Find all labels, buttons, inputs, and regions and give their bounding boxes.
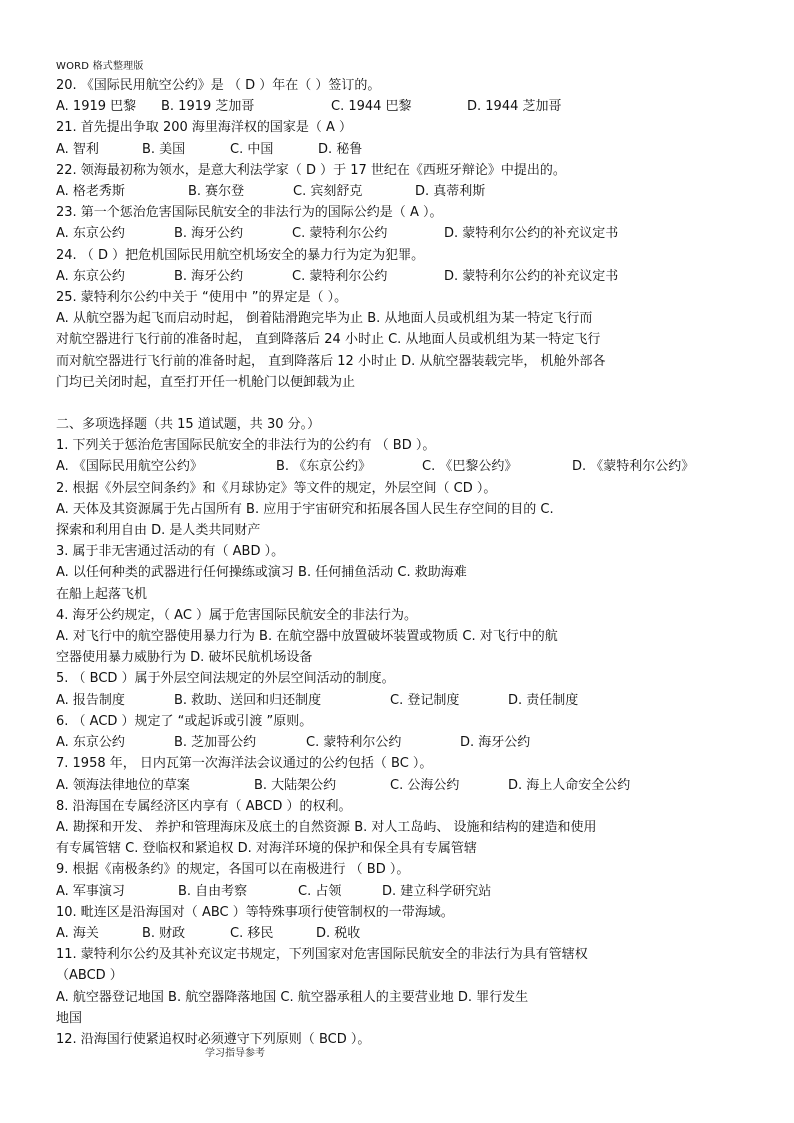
mq-2-stem: 2. 根据《外层空间条约》和《月球协定》等文件的规定，外层空间（ CD ）。 <box>56 480 497 496</box>
mq-10-stem: 10. 毗连区是沿海国对（ ABC ）等特殊事项行使管制权的一带海域。 <box>56 904 454 920</box>
option-a: A. 海关 <box>56 925 99 941</box>
option-c: C. 1944 巴黎 <box>331 99 412 115</box>
mq-6-options <box>56 732 740 753</box>
option-d: D. 蒙特利尔公约的补充议定书 <box>444 226 619 242</box>
mq-11-line: A. 航空器登记地国 B. 航空器降落地国 C. 航空器承租人的主要营业地 D. 罪行发生 <box>56 989 529 1005</box>
option-d: D. 税收 <box>316 925 361 941</box>
option-b: B. 海牙公约 <box>174 226 244 242</box>
question-list <box>56 75 740 1050</box>
question-22-options <box>56 181 740 202</box>
option-d: D. 1944 芝加哥 <box>467 99 562 115</box>
mq-4-line: 空器使用暴力威胁行为 D. 破坏民航机场设备 <box>56 650 313 666</box>
option-a: A. 报告制度 <box>56 692 125 708</box>
mq-8-line: A. 勘探和开发、 养护和管理海床及底土的自然资源 B. 对人工岛屿、 设施和结构的建造和使用 <box>56 819 597 835</box>
mq-11-stem: 11. 蒙特利尔公约及其补充议定书规定，下列国家对危害国际民航安全的非法行为具有管辖权 <box>56 947 588 963</box>
section-spacer <box>56 393 740 414</box>
option-c: C. 《巴黎公约》 <box>422 459 518 475</box>
option-b: B. 美国 <box>142 141 186 157</box>
option-a: A. 东京公约 <box>56 226 125 242</box>
option-c: C. 蒙特利尔公约 <box>306 735 402 751</box>
option-c: C. 蒙特利尔公约 <box>292 226 388 242</box>
option-a: A. 《国际民用航空公约》 <box>56 459 203 475</box>
mq-10-options <box>56 923 740 944</box>
question-20-options <box>56 96 740 117</box>
mq-2-line: 探索和利用自由 D. 是人类共同财产 <box>56 523 261 539</box>
option-d: D. 真蒂利斯 <box>415 184 486 200</box>
option-a: A. 军事演习 <box>56 883 125 899</box>
mq-3-line: 在船上起落飞机 <box>56 586 148 602</box>
option-c: C. 公海公约 <box>390 777 460 793</box>
mq-11-line: 地国 <box>56 1010 83 1026</box>
mq-3-stem: 3. 属于非无害通过活动的有（ ABD ）。 <box>56 544 285 560</box>
option-a: A. 东京公约 <box>56 735 125 751</box>
mq-4-line: A. 对飞行中的航空器使用暴力行为 B. 在航空器中放置破坏装置或物质 C. 对飞行中的航 <box>56 629 558 645</box>
mq-12-stem: 12. 沿海国行使紧追权时必须遵守下列原则（ BCD ）。 <box>56 1031 371 1047</box>
mq-1-options <box>56 456 740 477</box>
mq-7-options <box>56 775 740 796</box>
option-a: A. 智利 <box>56 141 99 157</box>
question-23-stem: 23. 第一个惩治危害国际民航安全的非法行为的国际公约是（ A ）。 <box>56 205 443 221</box>
mq-9-stem: 9. 根据《南极条约》的规定，各国可以在南极进行 （ BD ）。 <box>56 862 410 878</box>
mq-5-options <box>56 690 740 711</box>
page-header: WORD 格式整理版 <box>56 61 144 72</box>
mq-4-stem: 4. 海牙公约规定，（ AC ）属于危害国际民航安全的非法行为。 <box>56 607 418 623</box>
option-c: C. 移民 <box>230 925 274 941</box>
option-c: C. 蒙特利尔公约 <box>292 268 388 284</box>
mq-1-stem: 1. 下列关于惩治危害国际民航安全的非法行为的公约有 （ BD ）。 <box>56 438 436 454</box>
mq-11-line: （ABCD ） <box>56 968 123 984</box>
mq-6-stem: 6. （ ACD ）规定了 “或起诉或引渡 ”原则。 <box>56 713 313 729</box>
option-c: C. 宾刻舒克 <box>293 184 363 200</box>
option-a: A. 格老秀斯 <box>56 184 125 200</box>
option-c: C. 登记制度 <box>390 692 460 708</box>
question-25-line: 对航空器进行飞行前的准备时起， 直到降落后 24 小时止 C. 从地面人员或机组为某一特定飞行 <box>56 332 601 348</box>
question-25-line: 而对航空器进行飞行前的准备时起， 直到降落后 12 小时止 D. 从航空器装载完毕， 机舱外部各 <box>56 353 606 369</box>
mq-7-stem: 7. 1958 年， 日内瓦第一次海洋法会议通过的公约包括（ BC ）。 <box>56 756 433 772</box>
mq-2-line: A. 天体及其资源属于先占国所有 B. 应用于宇宙研究和拓展各国人民生存空间的目的 C. <box>56 501 554 517</box>
option-b: B. 《东京公约》 <box>276 459 372 475</box>
question-25-line: 门均已关闭时起，直至打开任一机舱门以便卸载为止 <box>56 374 356 390</box>
page-footer: 学习指导参考 <box>205 1048 265 1059</box>
mq-5-stem: 5. （ BCD ）属于外层空间法规定的外层空间活动的制度。 <box>56 671 395 687</box>
question-24-options <box>56 266 740 287</box>
option-d: D. 海上人命安全公约 <box>508 777 631 793</box>
option-d: D. 秘鲁 <box>318 141 363 157</box>
option-d: D. 《蒙特利尔公约》 <box>572 459 695 475</box>
option-b: B. 救助、送回和归还制度 <box>174 692 322 708</box>
option-b: B. 财政 <box>142 925 186 941</box>
question-21-options <box>56 139 740 160</box>
option-c: C. 中国 <box>230 141 274 157</box>
option-a: A. 东京公约 <box>56 268 125 284</box>
option-d: D. 责任制度 <box>508 692 579 708</box>
option-a: A. 1919 巴黎 <box>56 99 137 115</box>
option-b: B. 1919 芝加哥 <box>161 99 255 115</box>
question-22-stem: 22. 领海最初称为领水，是意大利法学家（ D ）于 17 世纪在《西班牙辩论》中提出的。 <box>56 162 566 178</box>
option-b: B. 自由考察 <box>178 883 248 899</box>
option-c: C. 占领 <box>298 883 342 899</box>
option-b: B. 芝加哥公约 <box>174 735 257 751</box>
option-b: B. 赛尔登 <box>188 184 245 200</box>
mq-3-line: A. 以任何种类的武器进行任何操练或演习 B. 任何捕鱼活动 C. 救助海难 <box>56 565 467 581</box>
mq-9-options <box>56 881 740 902</box>
question-25-stem: 25. 蒙特利尔公约中关于 “使用中 ”的界定是（ ）。 <box>56 290 348 306</box>
question-24-stem: 24. （ D ）把危机国际民用航空机场安全的暴力行为定为犯罪。 <box>56 247 425 263</box>
option-b: B. 海牙公约 <box>174 268 244 284</box>
mq-8-stem: 8. 沿海国在专属经济区内享有（ ABCD ）的权利。 <box>56 798 352 814</box>
option-d: D. 建立科学研究站 <box>382 883 492 899</box>
option-b: B. 大陆架公约 <box>254 777 337 793</box>
question-20-stem: 20. 《国际民用航空公约》是 （ D ）年在（ ）签订的。 <box>56 78 381 93</box>
question-25-line: A. 从航空器为起飞而启动时起， 倒着陆滑跑完毕为止 B. 从地面人员或机组为某一特定飞行而 <box>56 311 593 327</box>
question-21-stem: 21. 首先提出争取 200 海里海洋权的国家是（ A ） <box>56 120 353 136</box>
option-d: D. 蒙特利尔公约的补充议定书 <box>444 268 619 284</box>
section-2-title: 二、多项选择题（共 15 道试题，共 30 分。） <box>56 417 321 433</box>
option-a: A. 领海法律地位的草案 <box>56 777 190 793</box>
mq-8-line: 有专属管辖 C. 登临权和紧追权 D. 对海洋环境的保护和保全具有专属管辖 <box>56 841 477 857</box>
option-d: D. 海牙公约 <box>460 735 531 751</box>
question-23-options <box>56 223 740 244</box>
